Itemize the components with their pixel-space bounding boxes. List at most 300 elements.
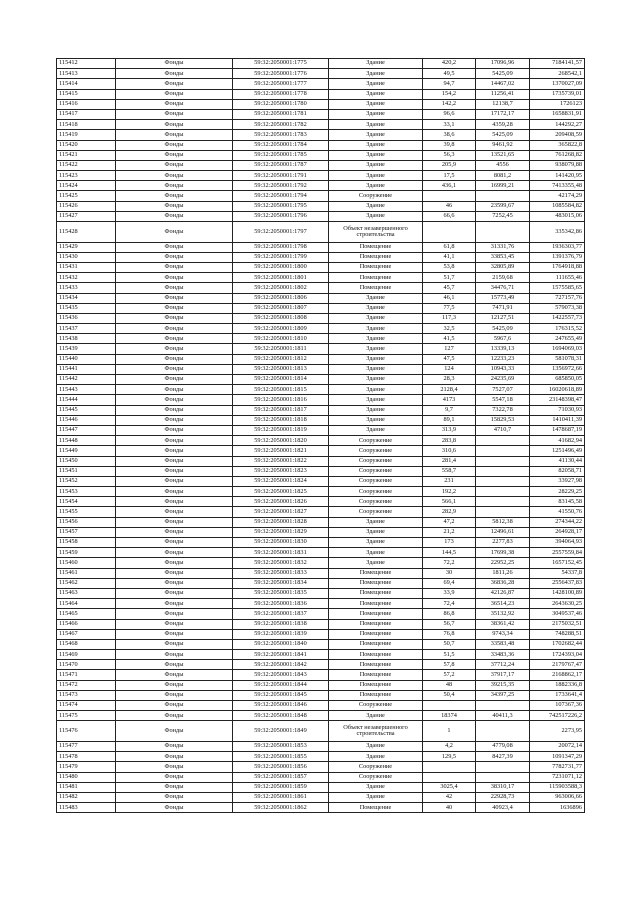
cadastral-number-cell: 59:32:2050001:1840: [233, 639, 329, 649]
row-number-cell: 115438: [57, 334, 116, 344]
unit-value-cell: 8081,2: [476, 171, 530, 181]
area-cell: 89,1: [423, 415, 476, 425]
cadastral-value-cell: 1428100,89: [530, 588, 585, 598]
row-number-cell: 115422: [57, 160, 116, 170]
row-number-cell: 115462: [57, 578, 116, 588]
owner-cell: Фонды: [116, 588, 233, 598]
object-type-cell: Сооружение: [329, 466, 423, 476]
table-row: [57, 517, 585, 527]
row-number-cell: 115447: [57, 425, 116, 435]
object-type-cell: Помещение: [329, 619, 423, 629]
object-type-cell: Помещение: [329, 629, 423, 639]
cadastral-value-cell: 685850,05: [530, 375, 585, 385]
unit-value-cell: 13521,65: [476, 150, 530, 160]
object-type-cell: Помещение: [329, 639, 423, 649]
cadastral-number-cell: 59:32:2050001:1807: [233, 303, 329, 313]
owner-cell: Фонды: [116, 782, 233, 792]
area-cell: 192,2: [423, 487, 476, 497]
unit-value-cell: 12496,61: [476, 527, 530, 537]
owner-cell: Фонды: [116, 578, 233, 588]
area-cell: [423, 222, 476, 243]
row-number-cell: 115445: [57, 405, 116, 415]
cadastral-value-cell: 268542,1: [530, 69, 585, 79]
area-cell: 46,1: [423, 293, 476, 303]
area-cell: [423, 701, 476, 711]
area-cell: 144,5: [423, 548, 476, 558]
area-cell: 56,3: [423, 150, 476, 160]
area-cell: 154,2: [423, 89, 476, 99]
row-number-cell: 115480: [57, 772, 116, 782]
object-type-cell: Здание: [329, 415, 423, 425]
area-cell: 49,5: [423, 69, 476, 79]
cadastral-number-cell: 59:32:2050001:1834: [233, 578, 329, 588]
cadastral-number-cell: 59:32:2050001:1842: [233, 660, 329, 670]
area-cell: 41,1: [423, 252, 476, 262]
object-type-cell: Помещение: [329, 242, 423, 252]
unit-value-cell: 17699,38: [476, 548, 530, 558]
table-row: [57, 395, 585, 405]
object-type-cell: Помещение: [329, 578, 423, 588]
object-type-cell: Здание: [329, 201, 423, 211]
owner-cell: Фонды: [116, 527, 233, 537]
row-number-cell: 115465: [57, 609, 116, 619]
cadastral-number-cell: 59:32:2050001:1856: [233, 762, 329, 772]
cadastral-number-cell: 59:32:2050001:1820: [233, 436, 329, 446]
owner-cell: Фонды: [116, 262, 233, 272]
cadastral-value-cell: 1091347,29: [530, 752, 585, 762]
cadastral-value-cell: 2273,95: [530, 721, 585, 742]
row-number-cell: 115423: [57, 171, 116, 181]
row-number-cell: 115436: [57, 313, 116, 323]
unit-value-cell: 38361,42: [476, 619, 530, 629]
object-type-cell: Здание: [329, 171, 423, 181]
object-type-cell: Здание: [329, 517, 423, 527]
cadastral-value-cell: 1391376,79: [530, 252, 585, 262]
unit-value-cell: 37712,24: [476, 660, 530, 670]
table-row: [57, 568, 585, 578]
owner-cell: Фонды: [116, 69, 233, 79]
table-row: [57, 456, 585, 466]
cadastral-value-cell: 28229,25: [530, 487, 585, 497]
owner-cell: Фонды: [116, 273, 233, 283]
cadastral-number-cell: 59:32:2050001:1778: [233, 89, 329, 99]
unit-value-cell: 2159,68: [476, 273, 530, 283]
cadastral-value-cell: 1735739,01: [530, 89, 585, 99]
cadastral-number-cell: 59:32:2050001:1832: [233, 558, 329, 568]
object-type-cell: Здание: [329, 324, 423, 334]
row-number-cell: 115479: [57, 762, 116, 772]
row-number-cell: 115415: [57, 89, 116, 99]
table-row: [57, 711, 585, 721]
area-cell: 282,9: [423, 507, 476, 517]
unit-value-cell: 34476,71: [476, 283, 530, 293]
owner-cell: Фонды: [116, 395, 233, 405]
object-type-cell: Здание: [329, 742, 423, 752]
object-type-cell: Здание: [329, 405, 423, 415]
row-number-cell: 115460: [57, 558, 116, 568]
owner-cell: Фонды: [116, 252, 233, 262]
cadastral-number-cell: 59:32:2050001:1817: [233, 405, 329, 415]
object-type-cell: Здание: [329, 752, 423, 762]
object-type-cell: Здание: [329, 527, 423, 537]
owner-cell: Фонды: [116, 385, 233, 395]
row-number-cell: 115453: [57, 487, 116, 497]
cadastral-value-cell: 7782731,77: [530, 762, 585, 772]
cadastral-number-cell: 59:32:2050001:1796: [233, 211, 329, 221]
cadastral-number-cell: 59:32:2050001:1857: [233, 772, 329, 782]
area-cell: 1: [423, 721, 476, 742]
area-cell: 94,7: [423, 79, 476, 89]
cadastral-value-cell: 1936303,77: [530, 242, 585, 252]
owner-cell: Фонды: [116, 639, 233, 649]
area-cell: 38,6: [423, 130, 476, 140]
table-row: [57, 527, 585, 537]
unit-value-cell: 33583,48: [476, 639, 530, 649]
table-row: [57, 191, 585, 201]
unit-value-cell: 4556: [476, 160, 530, 170]
table-row: [57, 639, 585, 649]
object-type-cell: Здание: [329, 782, 423, 792]
area-cell: 77,5: [423, 303, 476, 313]
object-type-cell: Объект незавершенного строительства: [329, 721, 423, 742]
row-number-cell: 115431: [57, 262, 116, 272]
table-row: [57, 242, 585, 252]
unit-value-cell: [476, 222, 530, 243]
row-number-cell: 115430: [57, 252, 116, 262]
row-number-cell: 115432: [57, 273, 116, 283]
owner-cell: Фонды: [116, 375, 233, 385]
table-row: [57, 425, 585, 435]
row-number-cell: 115483: [57, 803, 116, 813]
unit-value-cell: 36836,28: [476, 578, 530, 588]
owner-cell: Фонды: [116, 79, 233, 89]
cadastral-number-cell: 59:32:2050001:1809: [233, 324, 329, 334]
cadastral-value-cell: 727157,76: [530, 293, 585, 303]
table-row: [57, 538, 585, 548]
owner-cell: Фонды: [116, 609, 233, 619]
table-row: [57, 476, 585, 486]
cadastral-number-cell: 59:32:2050001:1846: [233, 701, 329, 711]
cadastral-value-cell: 1085584,82: [530, 201, 585, 211]
object-type-cell: Сооружение: [329, 497, 423, 507]
row-number-cell: 115459: [57, 548, 116, 558]
area-cell: 18374: [423, 711, 476, 721]
unit-value-cell: [476, 446, 530, 456]
row-number-cell: 115425: [57, 191, 116, 201]
cadastral-value-cell: 1702682,44: [530, 639, 585, 649]
cadastral-value-cell: 748288,51: [530, 629, 585, 639]
table-row: [57, 120, 585, 130]
area-cell: 50,4: [423, 690, 476, 700]
cadastral-value-cell: 7231071,12: [530, 772, 585, 782]
cadastral-value-cell: 1356972,66: [530, 364, 585, 374]
unit-value-cell: 5967,6: [476, 334, 530, 344]
table-row: [57, 69, 585, 79]
area-cell: 50,7: [423, 639, 476, 649]
unit-value-cell: 11256,41: [476, 89, 530, 99]
cadastral-number-cell: 59:32:2050001:1810: [233, 334, 329, 344]
area-cell: 33,1: [423, 120, 476, 130]
area-cell: 3025,4: [423, 782, 476, 792]
table-row: [57, 109, 585, 119]
unit-value-cell: 4710,7: [476, 425, 530, 435]
unit-value-cell: 5812,38: [476, 517, 530, 527]
object-type-cell: Здание: [329, 538, 423, 548]
area-cell: 281,4: [423, 456, 476, 466]
area-cell: 66,6: [423, 211, 476, 221]
cadastral-value-cell: 1733641,4: [530, 690, 585, 700]
object-type-cell: Здание: [329, 150, 423, 160]
owner-cell: Фонды: [116, 721, 233, 742]
cadastral-value-cell: 274344,22: [530, 517, 585, 527]
object-type-cell: Здание: [329, 160, 423, 170]
row-number-cell: 115426: [57, 201, 116, 211]
unit-value-cell: 32805,89: [476, 262, 530, 272]
area-cell: 283,8: [423, 436, 476, 446]
area-cell: 96,6: [423, 109, 476, 119]
unit-value-cell: 1811,26: [476, 568, 530, 578]
owner-cell: Фонды: [116, 415, 233, 425]
owner-cell: Фонды: [116, 599, 233, 609]
cadastral-value-cell: 1636896: [530, 803, 585, 813]
row-number-cell: 115416: [57, 99, 116, 109]
row-number-cell: 115443: [57, 385, 116, 395]
owner-cell: Фонды: [116, 425, 233, 435]
object-type-cell: Здание: [329, 140, 423, 150]
row-number-cell: 115437: [57, 324, 116, 334]
unit-value-cell: 40923,4: [476, 803, 530, 813]
cadastral-number-cell: 59:32:2050001:1776: [233, 69, 329, 79]
object-type-cell: Помещение: [329, 599, 423, 609]
cadastral-value-cell: 1422557,73: [530, 313, 585, 323]
row-number-cell: 115464: [57, 599, 116, 609]
unit-value-cell: 13339,13: [476, 344, 530, 354]
cadastral-value-cell: 42174,29: [530, 191, 585, 201]
cadastral-value-cell: 111655,46: [530, 273, 585, 283]
area-cell: 129,5: [423, 752, 476, 762]
cadastral-value-cell: 2168862,17: [530, 670, 585, 680]
cadastral-value-cell: 1764918,88: [530, 262, 585, 272]
cadastral-number-cell: 59:32:2050001:1822: [233, 456, 329, 466]
object-type-cell: Помещение: [329, 609, 423, 619]
area-cell: 47,2: [423, 517, 476, 527]
owner-cell: Фонды: [116, 334, 233, 344]
owner-cell: Фонды: [116, 140, 233, 150]
cadastral-value-cell: 1657152,45: [530, 558, 585, 568]
owner-cell: Фонды: [116, 762, 233, 772]
table-row: [57, 181, 585, 191]
owner-cell: Фонды: [116, 548, 233, 558]
cadastral-number-cell: 59:32:2050001:1821: [233, 446, 329, 456]
row-number-cell: 115466: [57, 619, 116, 629]
cadastral-value-cell: 1658831,91: [530, 109, 585, 119]
cadastral-value-cell: 209408,59: [530, 130, 585, 140]
unit-value-cell: 38310,17: [476, 782, 530, 792]
row-number-cell: 115427: [57, 211, 116, 221]
unit-value-cell: 24235,69: [476, 375, 530, 385]
object-type-cell: Здание: [329, 344, 423, 354]
cadastral-number-cell: 59:32:2050001:1855: [233, 752, 329, 762]
owner-cell: Фонды: [116, 201, 233, 211]
row-number-cell: 115477: [57, 742, 116, 752]
row-number-cell: 115450: [57, 456, 116, 466]
object-type-cell: Здание: [329, 293, 423, 303]
object-type-cell: Помещение: [329, 690, 423, 700]
area-cell: 57,8: [423, 660, 476, 670]
cadastral-value-cell: 1410411,39: [530, 415, 585, 425]
unit-value-cell: 9461,92: [476, 140, 530, 150]
unit-value-cell: [476, 436, 530, 446]
table-row: [57, 171, 585, 181]
cadastral-number-cell: 59:32:2050001:1841: [233, 650, 329, 660]
row-number-cell: 115481: [57, 782, 116, 792]
area-cell: 21,2: [423, 527, 476, 537]
cadastral-number-cell: 59:32:2050001:1797: [233, 222, 329, 243]
unit-value-cell: [476, 507, 530, 517]
cadastral-number-cell: 59:32:2050001:1806: [233, 293, 329, 303]
cadastral-value-cell: 20072,14: [530, 742, 585, 752]
row-number-cell: 115475: [57, 711, 116, 721]
table-row: [57, 721, 585, 742]
cadastral-value-cell: 2175032,51: [530, 619, 585, 629]
cadastral-value-cell: 83145,58: [530, 497, 585, 507]
cadastral-number-cell: 59:32:2050001:1799: [233, 252, 329, 262]
cadastral-value-cell: 579073,38: [530, 303, 585, 313]
row-number-cell: 115472: [57, 680, 116, 690]
unit-value-cell: 35132,92: [476, 609, 530, 619]
area-cell: 48: [423, 680, 476, 690]
table-row: [57, 670, 585, 680]
owner-cell: Фонды: [116, 405, 233, 415]
table-row: [57, 690, 585, 700]
area-cell: [423, 191, 476, 201]
table-row: [57, 415, 585, 425]
area-cell: 30: [423, 568, 476, 578]
area-cell: 231: [423, 476, 476, 486]
unit-value-cell: 2277,83: [476, 538, 530, 548]
unit-value-cell: 15773,49: [476, 293, 530, 303]
unit-value-cell: 36514,23: [476, 599, 530, 609]
table-row: [57, 130, 585, 140]
table-row: [57, 436, 585, 446]
row-number-cell: 115454: [57, 497, 116, 507]
area-cell: 28,3: [423, 375, 476, 385]
area-cell: 33,9: [423, 588, 476, 598]
cadastral-number-cell: 59:32:2050001:1792: [233, 181, 329, 191]
cadastral-number-cell: 59:32:2050001:1829: [233, 527, 329, 537]
unit-value-cell: [476, 772, 530, 782]
table-row: [57, 588, 585, 598]
owner-cell: Фонды: [116, 446, 233, 456]
cadastral-number-cell: 59:32:2050001:1816: [233, 395, 329, 405]
table-row: [57, 619, 585, 629]
cadastral-number-cell: 59:32:2050001:1823: [233, 466, 329, 476]
unit-value-cell: 33853,45: [476, 252, 530, 262]
owner-cell: Фонды: [116, 130, 233, 140]
row-number-cell: 115435: [57, 303, 116, 313]
table-row: [57, 313, 585, 323]
cadastral-value-cell: 2557559,84: [530, 548, 585, 558]
cadastral-value-cell: 2556437,83: [530, 578, 585, 588]
area-cell: 40: [423, 803, 476, 813]
area-cell: 310,6: [423, 446, 476, 456]
cadastral-value-cell: 1370027,09: [530, 79, 585, 89]
row-number-cell: 115433: [57, 283, 116, 293]
cadastral-number-cell: 59:32:2050001:1830: [233, 538, 329, 548]
owner-cell: Фонды: [116, 629, 233, 639]
object-type-cell: Здание: [329, 303, 423, 313]
cadastral-value-cell: 107367,36: [530, 701, 585, 711]
row-number-cell: 115417: [57, 109, 116, 119]
cadastral-number-cell: 59:32:2050001:1836: [233, 599, 329, 609]
cadastral-number-cell: 59:32:2050001:1837: [233, 609, 329, 619]
unit-value-cell: 10943,33: [476, 364, 530, 374]
cadastral-number-cell: 59:32:2050001:1808: [233, 313, 329, 323]
row-number-cell: 115442: [57, 375, 116, 385]
cadastral-number-cell: 59:32:2050001:1844: [233, 680, 329, 690]
row-number-cell: 115428: [57, 222, 116, 243]
row-number-cell: 115470: [57, 660, 116, 670]
object-type-cell: Помещение: [329, 262, 423, 272]
row-number-cell: 115429: [57, 242, 116, 252]
area-cell: 56,7: [423, 619, 476, 629]
owner-cell: Фонды: [116, 354, 233, 364]
row-number-cell: 115419: [57, 130, 116, 140]
unit-value-cell: 4779,08: [476, 742, 530, 752]
cadastral-number-cell: 59:32:2050001:1825: [233, 487, 329, 497]
cadastral-value-cell: 16020618,89: [530, 385, 585, 395]
row-number-cell: 115474: [57, 701, 116, 711]
row-number-cell: 115461: [57, 568, 116, 578]
object-type-cell: Здание: [329, 130, 423, 140]
owner-cell: Фонды: [116, 303, 233, 313]
cadastral-value-cell: 141420,95: [530, 171, 585, 181]
owner-cell: Фонды: [116, 497, 233, 507]
area-cell: 32,5: [423, 324, 476, 334]
cadastral-number-cell: 59:32:2050001:1812: [233, 354, 329, 364]
table-row: [57, 140, 585, 150]
table-row: [57, 497, 585, 507]
cadastral-value-cell: 394064,93: [530, 538, 585, 548]
cadastral-value-table: [56, 58, 585, 813]
area-cell: 86,8: [423, 609, 476, 619]
object-type-cell: Помещение: [329, 283, 423, 293]
object-type-cell: Помещение: [329, 273, 423, 283]
owner-cell: Фонды: [116, 456, 233, 466]
cadastral-number-cell: 59:32:2050001:1827: [233, 507, 329, 517]
owner-cell: Фонды: [116, 517, 233, 527]
cadastral-number-cell: 59:32:2050001:1848: [233, 711, 329, 721]
unit-value-cell: [476, 487, 530, 497]
row-number-cell: 115482: [57, 792, 116, 802]
row-number-cell: 115444: [57, 395, 116, 405]
cadastral-number-cell: 59:32:2050001:1861: [233, 792, 329, 802]
cadastral-number-cell: 59:32:2050001:1862: [233, 803, 329, 813]
object-type-cell: Объект незавершенного строительства: [329, 222, 423, 243]
row-number-cell: 115451: [57, 466, 116, 476]
cadastral-value-cell: 82058,71: [530, 466, 585, 476]
table-body: [57, 59, 585, 813]
table-row: [57, 99, 585, 109]
object-type-cell: Помещение: [329, 588, 423, 598]
object-type-cell: Здание: [329, 99, 423, 109]
area-cell: 558,7: [423, 466, 476, 476]
row-number-cell: 115424: [57, 181, 116, 191]
unit-value-cell: [476, 762, 530, 772]
area-cell: 53,8: [423, 262, 476, 272]
table-row: [57, 792, 585, 802]
cadastral-value-cell: 33927,98: [530, 476, 585, 486]
